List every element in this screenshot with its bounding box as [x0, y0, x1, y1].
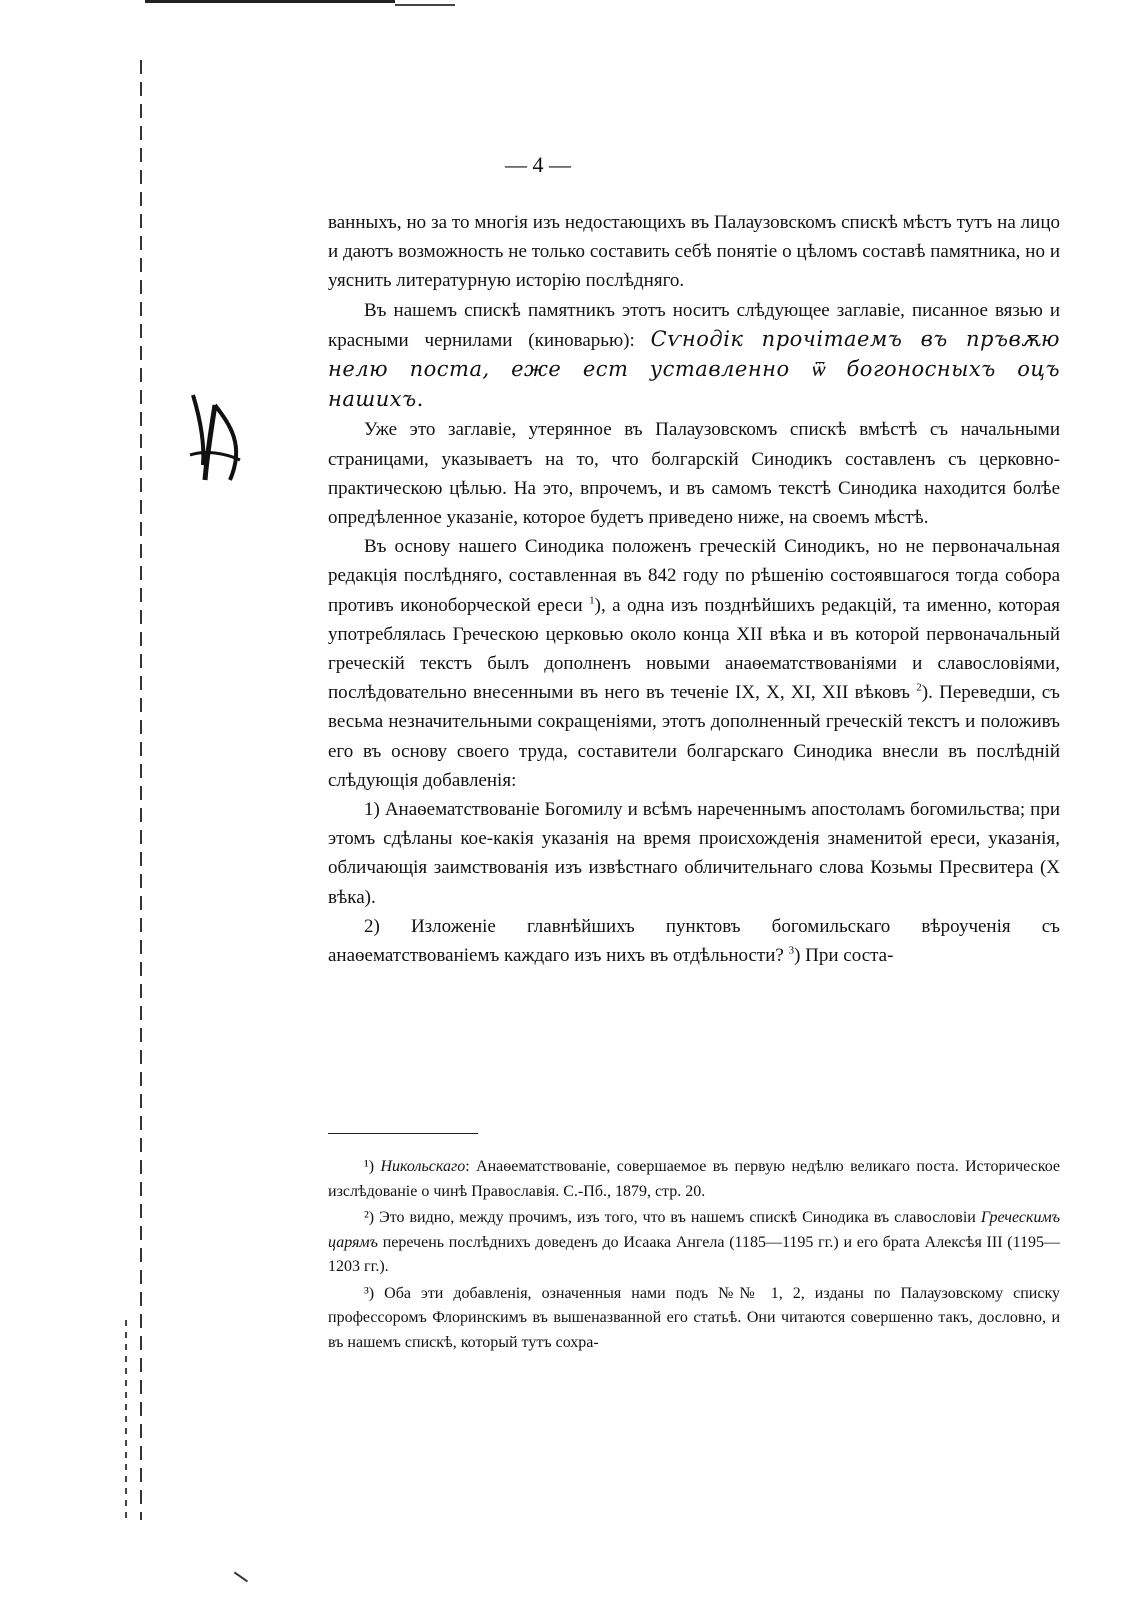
paragraph-3: Уже это заглавіе, утерянное въ Палаузовскомъ спискѣ вмѣстѣ съ начальными страницами, указываетъ на то, что болгарскій Синодикъ составленъ съ церковно-практическою цѣлью. На это, впрочемъ, и въ самомъ текстѣ Синодика находится болѣе опредѣленное указаніе, которое будетъ приведено ниже, на своемъ мѣстѣ. — [328, 419, 1060, 529]
footnote-1: ¹) Никольскаго: Анаѳематствованіе, совершаемое въ первую недѣлю великаго поста. Историческое изслѣдованіе о чинѣ Православія. С.-Пб., 1879, стр. 20. — [328, 1158, 1061, 1200]
footnotes — [328, 1155, 1060, 1357]
footnote-divider — [328, 1133, 478, 1134]
footnote-ref-1: 1 — [589, 594, 595, 607]
footnote-2: ²) Это видно, между прочимъ, изъ того, что въ нашемъ спискѣ Синодика въ славословіи Греческимъ царямъ перечень послѣднихъ доведенъ до Исаака Ангела (1185—1195 гг.) и его брата Алексѣя III (1195—1203 гг.). — [328, 1209, 1061, 1275]
footnote-1-author: Никольскаго — [380, 1158, 466, 1175]
paragraph-2-intro: Въ нашемъ спискѣ памятникъ этотъ носитъ слѣдующее заглавіе, писанное вязью и красными чернилами (киноварью): — [328, 299, 1060, 351]
scan-edge-left — [140, 60, 142, 1520]
scan-scratch — [228, 1571, 248, 1590]
paragraph-1: ванныхъ, но за то многія изъ недостающихъ въ Палаузовскомъ спискѣ мѣстъ тутъ на лицо и даютъ возможность не только составить себѣ понятіе о цѣломъ составѣ памятника, но и уяснить литературную исторію послѣдняго. — [328, 212, 1060, 292]
scan-edge-top-fragment — [395, 4, 455, 8]
paragraph-2 — [328, 296, 1060, 416]
footnote-ref-2: 2 — [916, 681, 922, 694]
footnote-ref-3: 3 — [788, 944, 795, 957]
main-text — [328, 208, 1060, 970]
slavonic-title: Сѵнодік прочітаемъ въ пръвѫю нелю поста, еже ест уставленно ѿ богоносныхъ оцъ нашихъ. — [328, 326, 1061, 412]
footnote-3: ³) Оба эти добавленія, означенныя нами подъ №№ 1, 2, изданы по Палаузовскому списку профессоромъ Флоринскимъ въ вышеназванной его статьѣ. Они читаются совершенно такъ, дословно, и въ нашемъ спискѣ, который тутъ сохра- — [328, 1284, 1061, 1351]
paragraph-5: 1) Анаѳематствованіе Богомилу и всѣмъ нареченнымъ апостоламъ богомильства; при этомъ сдѣланы кое-какія указанія на время происхожденія знаменитой ереси, указанія, обличающія заимствованія изъ извѣстнаго обличительнаго слова Козьмы Пресвитера (X вѣка). — [328, 799, 1060, 908]
page-number: — 4 — — [505, 152, 571, 177]
paragraph-4: Въ основу нашего Синодика положенъ греческій Синодикъ, но не первоначальная редакція послѣдняго, составленная въ 842 году по рѣшенію состоявшагося тогда собора противъ иконоборческой ереси $^1$), а одна изъ позднѣйшихъ редакцій, та именно, которая употреблялась Греческою церковью около конца XII вѣка и въ которой первоначальный греческій текстъ былъ дополненъ новыми анаѳематствованіями и славословіями, послѣдовательно внесенными въ него въ теченіе IX, X, XI, XII вѣковъ $^2$). Переведши, съ весьма незначительными сокращеніями, этотъ дополненный греческій текстъ и положивъ его въ основу своего труда, составители болгарскаго Синодика внесли въ послѣдній слѣдующія добавленія: — [328, 536, 1060, 791]
scan-edge-left-lower — [125, 1320, 127, 1520]
paragraph-6: 2) Изложеніе главнѣйшихъ пунктовъ богомильскаго вѣроученія съ анаѳематствованіемъ каждаго изъ нихъ въ отдѣльности? $^3$) При соста- — [328, 915, 1060, 967]
handwritten-margin-mark — [185, 385, 255, 495]
scan-edge-top — [145, 0, 395, 9]
